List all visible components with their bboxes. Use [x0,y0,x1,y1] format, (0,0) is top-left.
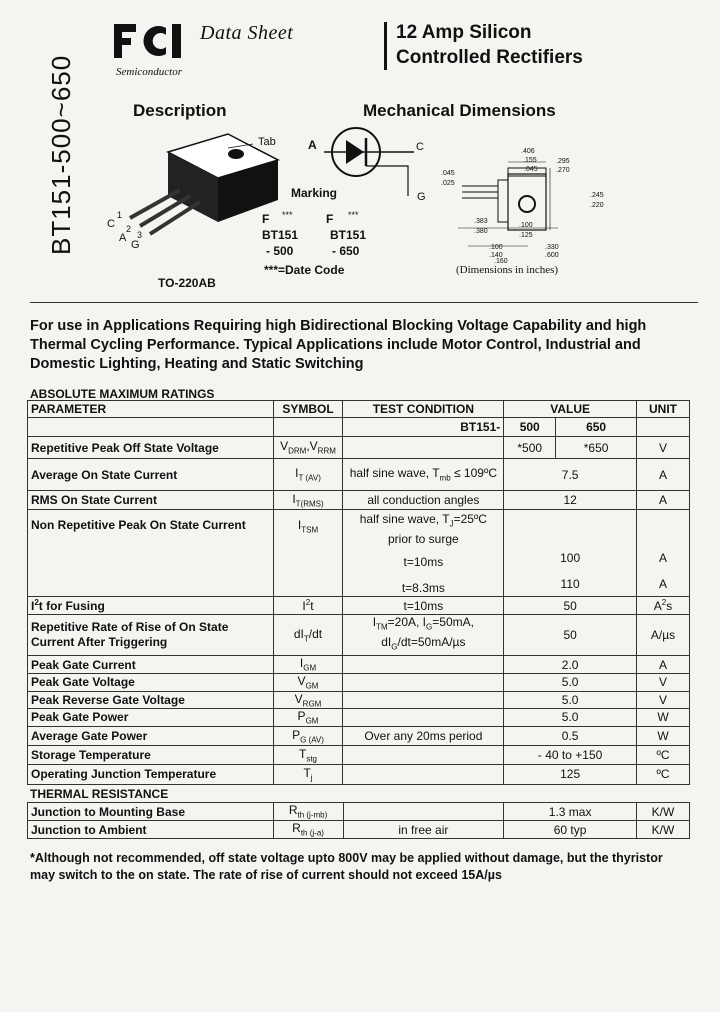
unit-cell: A [637,656,690,674]
unit-cell: ºC [637,745,690,764]
table-row [28,459,690,491]
test-text: ≤ 109ºC [450,466,497,481]
thermal-caption: THERMAL RESISTANCE [30,787,169,801]
symbol-vrgm: $V_{RGM}$ [273,691,343,708]
dim-1: .155 [523,157,537,164]
unit-cell: V [637,691,690,708]
header-divider [384,22,387,70]
table-row [28,510,690,597]
marking-500-part: BT151 [262,228,299,242]
unit-cell: A [637,459,690,491]
table-header-row [28,401,690,418]
param-cell: Average On State Current [28,459,274,491]
symbol-vdrm-vrrm: $V_{DRM},V_{RRM}$ [273,437,343,459]
symbol-cathode: C [416,141,424,153]
table-row [28,437,690,459]
value-650: *650 [556,437,637,459]
test-cell: all conduction angles [343,491,504,510]
table-row [28,745,690,764]
logo-subtitle: Semiconductor [116,66,182,78]
unit-cell: V [637,674,690,691]
title-line-1: 12 Amp Silicon [396,22,532,43]
pin-number-2: 2 [126,224,132,234]
subheader-650: 650 [556,418,637,437]
value-cell: 12 [504,491,637,510]
value-line: 100 [560,551,581,565]
intro-text: For use in Applications Requiring high Bidirectional Blocking Voltage Capability and high Thermal Cycling Performance. Typical Applications include Motor Control, Industrial and Domestic Lighting, Heating and Static Switching [30,318,647,372]
pin-label-a: A [119,232,127,244]
dim-15: .330 [545,244,559,251]
symbol-i2t: $I^2t$ [273,597,343,615]
symbol-tstg: $T_{stg}$ [273,745,343,764]
test-text: half sine wave, T [349,466,440,481]
test-subscript: mb [439,473,451,483]
table-row [28,674,690,691]
marking-500-suffix: - 500 [266,244,294,258]
test-line: $I_{TM}=20A$, $I_G=50mA$, [372,615,474,632]
test-text: =20A, I [387,615,427,630]
unit-cell: V [637,437,690,459]
param-cell: Storage Temperature [28,745,274,764]
param-cell: Junction to Ambient [28,821,274,839]
test-text: half sine wave, T [359,512,450,526]
subheader-part: BT151- [343,418,504,437]
unit-cell: W [637,708,690,726]
test-cell [343,459,504,491]
param-cell: Operating Junction Temperature [28,764,274,784]
table-row [28,726,690,745]
dim-12: .125 [519,232,533,239]
abs-max-caption: ABSOLUTE MAXIMUM RATINGS [30,387,215,401]
table-row [28,615,690,656]
unit-cell: K/W [637,803,690,821]
dim-4: .270 [556,167,570,174]
table-row [28,821,690,839]
thermal-table [27,802,690,839]
dimensions-note: (Dimensions in inches) [456,264,559,276]
pin-label-c: C [107,218,115,230]
table-subheader-row [28,418,690,437]
param-cell [28,615,274,656]
section-divider [30,302,698,303]
test-cell: t=10ms [343,597,504,615]
param-cell: Average Gate Power [28,726,274,745]
value-cell: 2.0 [504,656,637,674]
value-cell: 125 [504,764,637,784]
unit-cell: W [637,726,690,745]
param-line: Current After Triggering [31,635,168,650]
value-line: 110 [560,576,580,591]
value-cell: 5.0 [504,691,637,708]
symbol-rth-ja: $R_{th (j-a)}$ [273,821,343,839]
unit-cell: A/µs [637,615,690,656]
unit-line: A [659,576,668,591]
test-line: t=10ms [403,555,444,570]
value-cell: 50 [504,615,637,656]
symbol-it-rms: $I_{T(RMS)}$ [273,491,343,510]
marking-650-suffix: - 650 [332,244,360,258]
header-value: VALUE [504,401,637,418]
dim-5: .245 [590,192,604,199]
test-line: half sine wave, $T_J=25ºC$ [359,512,487,529]
mechanical-heading: Mechanical Dimensions [363,101,556,120]
test-cell [343,615,504,656]
unit-line: A [659,551,668,565]
test-cell: Over any 20ms period [343,726,504,745]
test-line: prior to surge [388,531,459,546]
table-row [28,691,690,708]
value-cell: 5.0 [504,674,637,691]
dim-13: .100 [489,244,503,251]
symbol-pgm: $P_{GM}$ [273,708,343,726]
header-test-condition: TEST CONDITION [343,401,504,418]
value-cell [504,510,637,597]
abs-max-table [27,400,690,785]
marking-500-code: *** [282,210,293,220]
symbol-pg-av: $P_{G (AV)}$ [273,726,343,745]
unit-cell: $A^2s$ [637,597,690,615]
test-cell: in free air [343,821,504,839]
marking-650-f: F [326,212,334,226]
dim-2: .045 [524,166,538,173]
marking-500-f: F [262,212,270,226]
test-cell [343,510,504,597]
param-text: t for Fusing [38,599,105,614]
test-line: $dI_G/dt=50mA/\mu s$ [381,635,466,652]
table-row [28,656,690,674]
param-cell: $I^2t$ for Fusing [28,597,274,615]
dim-8: .025 [441,180,455,187]
test-text: =50mA, [432,615,474,630]
unit-cell: A [637,491,690,510]
symbol-igm: $I_{GM}$ [273,656,343,674]
package-label: TO-220AB [158,276,216,290]
description-heading: Description [133,101,227,120]
unit-cell [637,510,690,597]
header-symbol: SYMBOL [273,401,343,418]
dim-3: .295 [556,158,570,165]
value-500: *500 [504,437,556,459]
dim-16: .160 [494,258,508,265]
dim-10: .100 [519,222,533,229]
pin-number-3: 3 [137,230,143,240]
table-row [28,597,690,615]
param-cell: Peak Gate Current [28,656,274,674]
table-row [28,708,690,726]
value-cell: 50 [504,597,637,615]
param-cell: Peak Gate Voltage [28,674,274,691]
title-line-2: Controlled Rectifiers [396,47,583,68]
param-cell: Non Repetitive Peak On State Current [28,510,274,597]
param-cell: Junction to Mounting Base [28,803,274,821]
pin-number-1: 1 [117,210,123,220]
table-row [28,491,690,510]
dim-0: .406 [521,148,535,155]
table-row [28,803,690,821]
param-cell: RMS On State Current [28,491,274,510]
symbol-tj: $T_j$ [273,764,343,784]
footnote: *Although not recommended, off state voltage upto 800V may be applied without damage, but the thyristor may switch to the on state. The rate of rise of current should not exceed 15A/µs [30,851,663,882]
dim-14: .140 [489,252,503,259]
unit-cell: K/W [637,821,690,839]
symbol-rth-jmb: $R_{th (j-mb)}$ [273,803,343,821]
dim-11: .380 [474,228,488,235]
value-cell: 60 typ [504,821,637,839]
marking-650-code: *** [348,210,359,220]
value-cell: 1.3 max [504,803,637,821]
symbol-it-av: $I_{T (AV)}$ [273,459,343,491]
header-parameter: PARAMETER [28,401,274,418]
dim-6: .220 [590,202,604,209]
marking-label: Marking [291,186,338,200]
value-cell: 0.5 [504,726,637,745]
test-line: t=8.3ms [401,580,445,595]
dim-9: .383 [474,218,488,225]
symbol-itsm: $I_{TSM}$ [273,510,343,597]
dim-7: .045 [441,170,455,177]
param-line: Repetitive Rate of Rise of On State [31,619,229,634]
fci-logo [114,24,194,58]
header-unit: UNIT [637,401,690,418]
symbol-dit-dt: $dI_T/dt$ [273,615,343,656]
symbol-gate: G [417,191,426,203]
table-row [28,764,690,784]
unit-cell: ºC [637,764,690,784]
date-code-note: ***=Date Code [264,263,345,277]
symbol-vgm: $V_{GM}$ [273,674,343,691]
test-text: =25ºC [453,512,487,526]
tab-label: Tab [258,136,276,148]
value-cell: - 40 to +150 [504,745,637,764]
value-cell: 7.5 [504,459,637,491]
data-sheet-label: Data Sheet [200,22,294,44]
subheader-500: 500 [504,418,556,437]
side-title: BT151-500~650 [46,54,76,255]
marking-650-part: BT151 [330,228,367,242]
dim-17: .600 [545,252,559,259]
param-cell: Peak Reverse Gate Voltage [28,691,274,708]
symbol-anode: A [308,138,317,152]
param-cell: Repetitive Peak Off State Voltage [28,437,274,459]
value-cell: 5.0 [504,708,637,726]
param-cell: Peak Gate Power [28,708,274,726]
pin-label-g: G [131,239,140,251]
